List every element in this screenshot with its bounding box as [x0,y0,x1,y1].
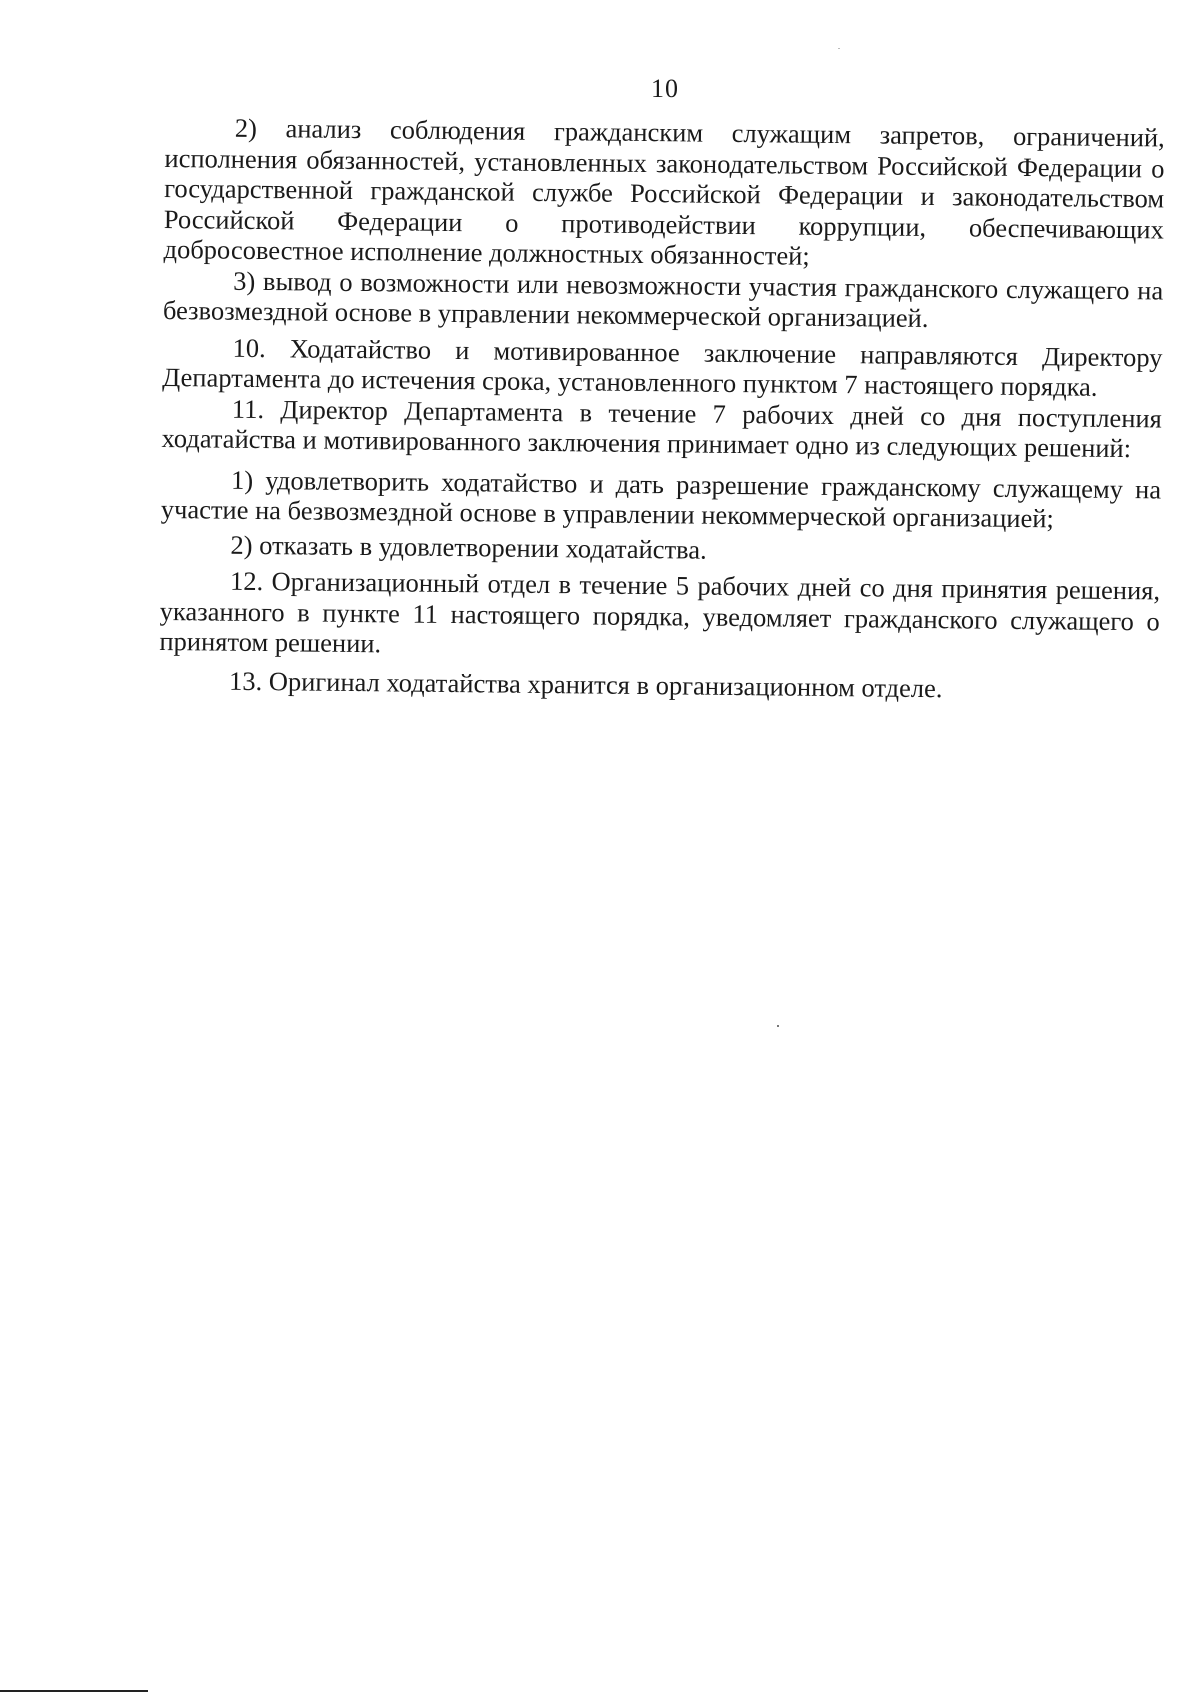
paragraph-decision-refuse: 2) отказать в удовлетворении ходатайства. [230,529,707,565]
scan-speck [838,48,840,49]
page-number: 10 [651,74,679,103]
paragraph-item-13: 13. Оригинал ходатайства хранится в организационном отделе. [228,665,943,703]
document-body [159,112,1165,705]
paragraph-decision-approve: 1) удовлетворить ходатайство и дать разрешение гражданскому служащему на участие на безвозмездной основе в управлении некоммерческой организацией; [160,464,1162,534]
paragraph-item-11: 11. Директор Департамента в течение 7 рабочих дней со дня поступления ходатайства и мотивированного заключения принимает одно из следующих решений: [161,393,1163,464]
paragraph-item-12: 12. Организационный отдел в течение 5 рабочих дней со дня принятия решения, указанного в пункте 11 настоящего порядка, уведомляет гражданского служащего о принятом решении. [159,565,1161,659]
scan-speck [777,1025,779,1027]
paragraph-item-10: 10. Ходатайство и мотивированное заключение направляются Директору Департамента до истечения срока, установленного пунктом 7 настоящего порядка. [162,332,1163,402]
scan-edge-line [0,1690,148,1692]
paragraph-conclusion: 3) вывод о возможности или невозможности участия гражданского служащего на безвозмездной основе в управлении некоммерческой организацией. [162,265,1164,334]
paragraph-analysis: 2) анализ соблюдения гражданским служащим запретов, ограничений, исполнения обязанностей, установленных законодательством Российской Федерации о государственной гражданской службе Российской Федерации и законодательством Российской Федерации о противодействии коррупции, обеспечивающих добросовестное исполнение должностных обязанностей; [163,112,1165,271]
